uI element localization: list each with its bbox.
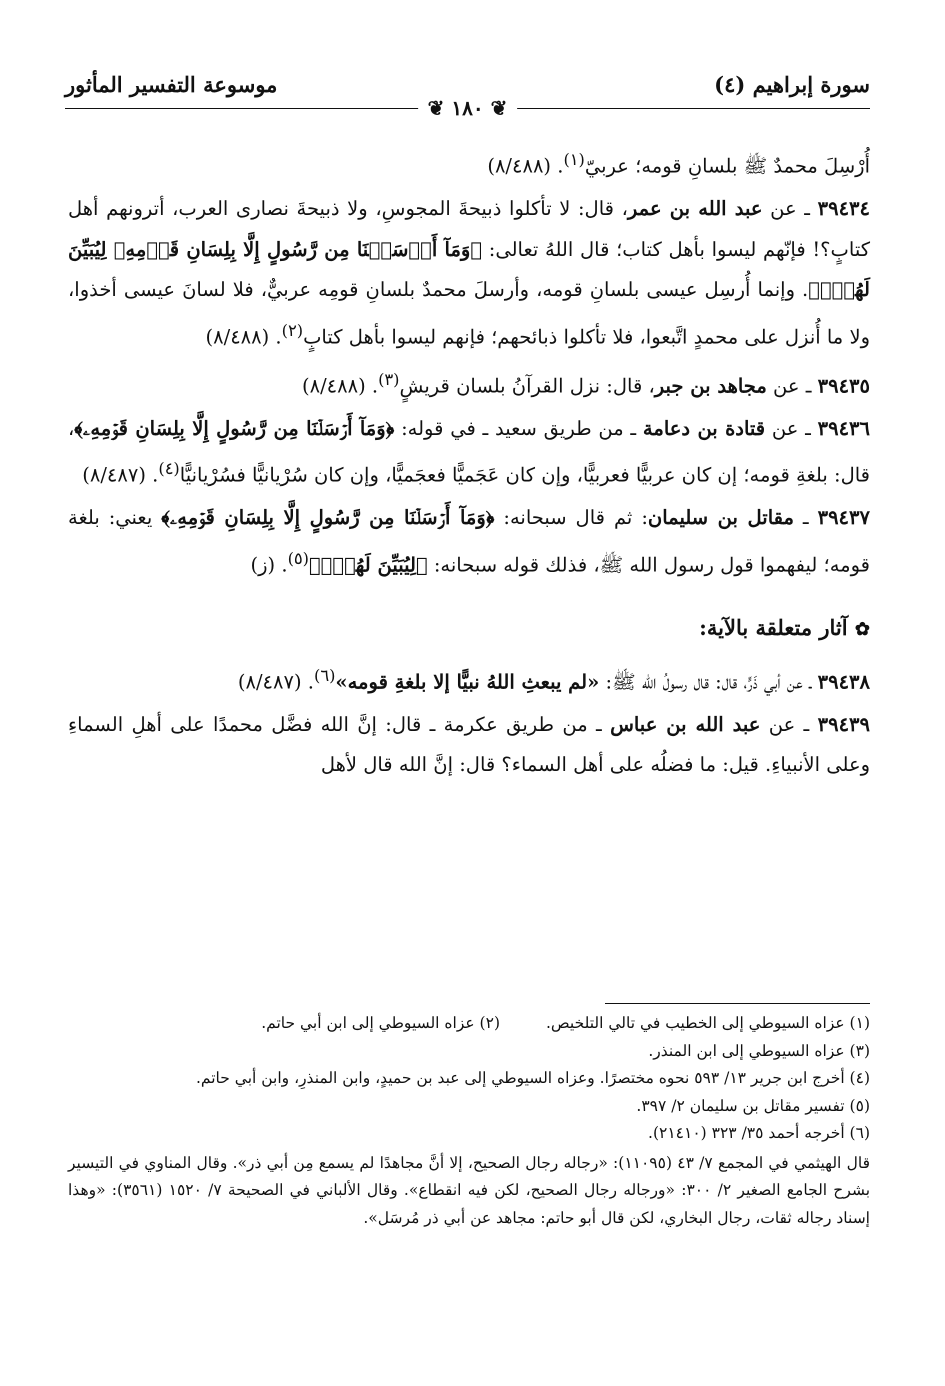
narrator-name: مقاتل بن سليمان: [647, 506, 794, 529]
quran-verse: ﴿وَمَآ أَرۡسَلۡنَا مِن رَّسُولٍ إِلَّا بِلِسَانِ قَوۡمِهِۦ﴾: [74, 416, 395, 440]
footnote-row: [68, 1010, 870, 1038]
athar-39439: ٣٩٤٣٩ ـ عن عبد الله بن عباس ـ من طريق عكرمة ـ قال: إنَّ الله فضَّل محمدًا على أهلِ السماءِ وعلى الأنبياءِ. قيل: ما فضلُه على أهل السماء؟ قال: إنَّ الله قال لأهل: [68, 712, 870, 776]
hadith-quote: «لم يبعثِ اللهُ نبيًّا إلا بلغةِ قومه»: [335, 670, 600, 693]
page-number-row: [65, 96, 870, 124]
footnote-divider: [605, 1003, 870, 1004]
footnote-2: (٢) عزاه السيوطي إلى ابن أبي حاتم.: [261, 1014, 500, 1032]
athar-number: ٣٩٤٣٧: [817, 506, 870, 529]
athar-39438: ٣٩٤٣٨ ـ عن أبي ذَرٍّ، قال: قال رسولُ الله ﷺ: «لم يبعثِ اللهُ نبيًّا إلا بلغةِ قومه»$^{(٦)}$. (٨/٤٨٧): [237, 665, 870, 693]
athar-number: ٣٩٤٣٤: [817, 197, 870, 220]
quran-verse: ﴿وَمَآ أَرۡسَلۡنَا مِن رَّسُولٍ إِلَّا بِلِسَانِ قَوۡمِهِۦ﴾: [161, 506, 495, 529]
athar-number: ٣٩٤٣٩: [817, 712, 870, 736]
main-text: [68, 140, 870, 788]
athar-39434: ٣٩٤٣٤ ـ عن عبد الله بن عمر، قال: لا تأكلوا ذبيحةَ المجوسِ، ولا ذبيحةَ نصارى العرب، أترونهم أهل كتابٍ؟! فإنّهم ليسوا بأهل كتاب؛ قال اللهُ تعالى: ﴿وَمَآ أَرۡسَلۡنَا مِن رَّسُولٍ إِلَّا بِلِسَانِ قَوۡمِهِۦ لِيُبَيِّنَ لَهُمۡۖ﴾. وإنما أُرسِل عيسى بلسانِ قومه، وأرسلَ محمدٌ بلسانِ قومِه عربيٌّ، فلا لسانَ عيسى أخذوا، ولا ما أُنزل على محمدٍ اتَّبعوا، فلا تأكلوا ذبائحهم؛ فإنهم ليسوا بأهل كتابٍ$^{(٢)}$. (٨/٤٨٨): [68, 197, 870, 348]
athar-number: ٣٩٤٣٨: [817, 670, 870, 693]
section-heading: ✿ آثار متعلقة بالآية:: [699, 614, 870, 640]
page-number: ❦ ١٨٠ ❦: [418, 96, 518, 120]
narrator-name: قتادة بن دعامة: [642, 416, 766, 440]
narrator-name: مجاهد بن جبر: [654, 374, 767, 397]
footnote-4: (٤) أخرج ابن جرير ١٣/ ٥٩٣ نحوه مختصرًا. وعزاه السيوطي إلى عبد بن حميدٍ، وابن المنذرِ، وابن أبي حاتم.: [195, 1069, 870, 1087]
surah-title: سورة إبراهيم (٤): [714, 72, 870, 97]
flower-ornament-icon: ✿: [854, 618, 870, 640]
footnote-1: (١) عزاه السيوطي إلى الخطيب في تالي التلخيص.: [546, 1014, 870, 1032]
book-title: موسوعة التفسير المأثور: [65, 72, 278, 97]
narrator-name: عبد الله بن عباس: [610, 712, 761, 736]
quran-verse: ﴿لِيُبَيِّنَ لَهُمۡۖ﴾: [308, 553, 428, 576]
narrator-name: عبد الله بن عمر: [627, 197, 763, 220]
quran-verse: ﴿وَمَآ أَرۡسَلۡنَا مِن رَّسُولٍ إِلَّا بِلِسَانِ قَوۡمِهِۦ لِيُبَيِّنَ لَهُمۡۖ﴾: [68, 237, 870, 301]
footnote-6: (٦) أخرجه أحمد ٣٥/ ٣٢٣ (٢١٤١٠).: [648, 1124, 870, 1142]
athar-39435: ٣٩٤٣٥ ـ عن مجاهد بن جبر، قال: نزل القرآنُ بلسان قريشٍ$^{(٣)}$. (٨/٤٨٨): [301, 369, 870, 397]
athar-39437: ٣٩٤٣٧ ـ مقاتل بن سليمان: ثم قال سبحانه: ﴿وَمَآ أَرۡسَلۡنَا مِن رَّسُولٍ إِلَّا بِلِسَانِ قَوۡمِهِۦ﴾ يعني: بلغة قومه؛ ليفهموا قول رسول الله ﷺ، فذلك قوله سبحانه: ﴿لِيُبَيِّنَ لَهُمۡۖ﴾$^{(٥)}$. (ز): [68, 506, 870, 576]
athar-number: ٣٩٤٣٦: [817, 416, 870, 440]
footnote-note: قال الهيثمي في المجمع ٧/ ٤٣ (١١٠٩٥): «رجاله رجال الصحيح، إلا أنَّ مجاهدًا لم يسمع مِن أبي ذر». وقال المناوي في التيسير بشرح الجامع الصغير ٢/ ٣٠٠: «ورجاله رجال الصحيح، لكن فيه انقطاع». وقال الألباني في الصحيحة ٧/ ١٥٢٠ (٣٥٦١): «وهذا إسناد رجاله ثقات، رجال البخاري، لكن قال أبو حاتم: مجاهد عن أبي ذر مُرسَل».: [68, 1153, 871, 1227]
footnotes: [68, 1010, 870, 1232]
footnote-5: (٥) تفسير مقاتل بن سليمان ٢/ ٣٩٧.: [636, 1096, 870, 1115]
paragraph-continuation: أُرْسِلَ محمدٌ ﷺ بلسانِ قومه؛ عربيّ$^{(١)}$. (٨/٤٨٨): [487, 150, 870, 178]
footnote-3: (٣) عزاه السيوطي إلى ابن المنذر.: [648, 1041, 870, 1060]
athar-number: ٣٩٤٣٥: [817, 374, 870, 397]
athar-39436: ٣٩٤٣٦ ـ عن قتادة بن دعامة ـ من طريق سعيد ـ في قوله: ﴿وَمَآ أَرۡسَلۡنَا مِن رَّسُولٍ إِلَّا بِلِسَانِ قَوۡمِهِۦ﴾، قال: بلغةِ قومه؛ إن كان عربيًّا فعربيًّا، وإن كان عَجَميًّا فعجَميًّا، وإن كان سُرْيانيًّا فسُرْيانيًّا$^{(٤)}$. (٨/٤٨٧): [68, 416, 870, 487]
